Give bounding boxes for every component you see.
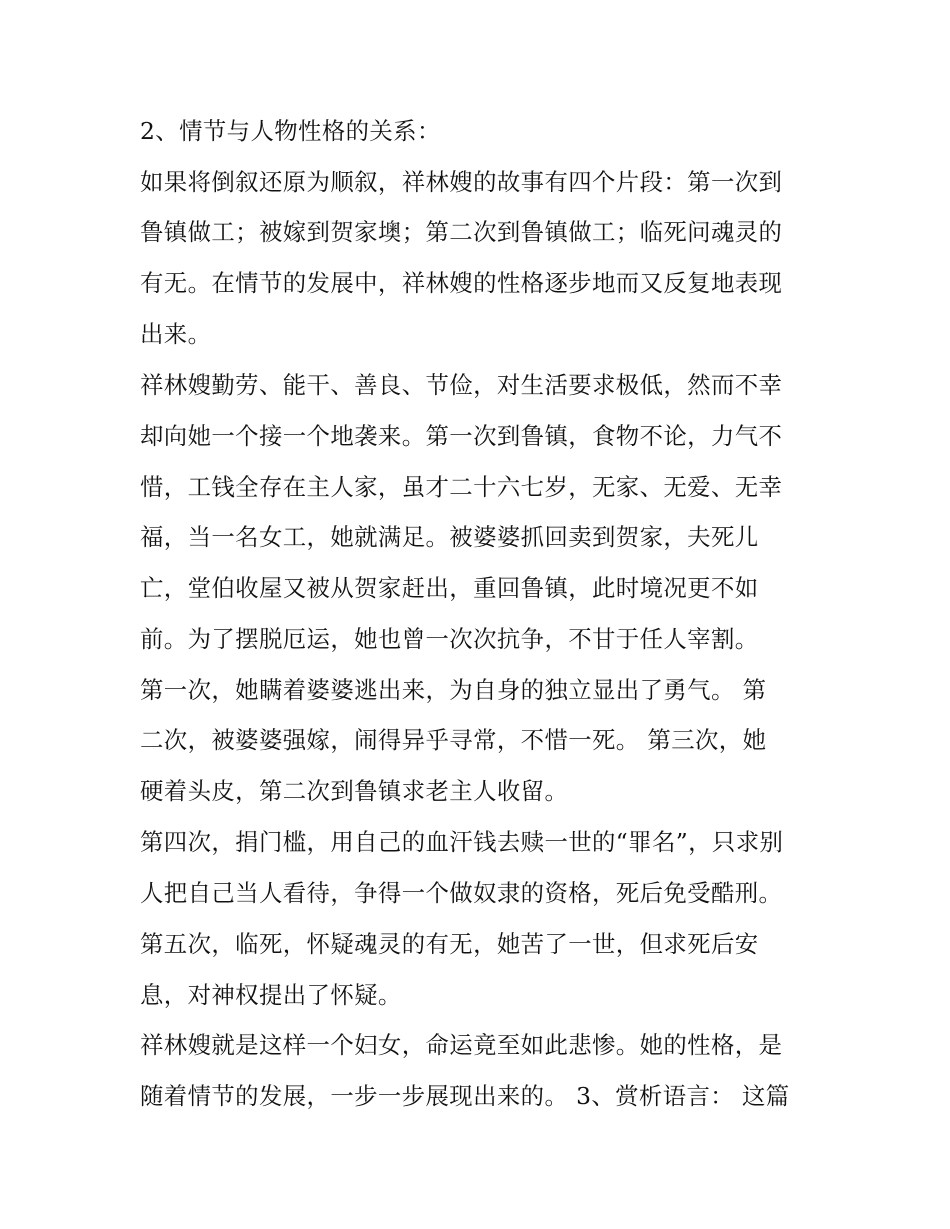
text-line: 如果将倒叙还原为顺叙，祥林嫂的故事有四个片段：第一次到 xyxy=(140,168,783,196)
text-line: 祥林嫂勤劳、能干、善良、节俭，对生活要求极低，然而不幸 xyxy=(140,371,783,399)
text-line: 人把自己当人看待，争得一个做奴隶的资格，死后免受酷刑。 xyxy=(140,879,783,907)
text-line: 硬着头皮，第二次到鲁镇求老主人收留。 xyxy=(140,777,569,805)
text-line: 亡，堂伯收屋又被从贺家赶出，重回鲁镇，此时境况更不如 xyxy=(140,574,759,602)
text-line: 二次，被婆婆强嫁，闹得异乎寻常，不惜一死。 第三次，她 xyxy=(140,726,767,754)
text-line: 惜，工钱全存在主人家，虽才二十六七岁，无家、无爱、无幸 xyxy=(140,473,783,501)
text-line: 随着情节的发展，一步一步展现出来的。 3、赏析语言： 这篇 xyxy=(140,1082,790,1110)
text-line: 鲁镇做工；被嫁到贺家墺；第二次到鲁镇做工；临死问魂灵的 xyxy=(140,218,783,246)
text-line: 息，对神权提出了怀疑。 xyxy=(140,981,402,1009)
text-line: 第一次，她瞒着婆婆逃出来，为自身的独立显出了勇气。 第 xyxy=(140,676,767,704)
text-line: 前。为了摆脱厄运，她也曾一次次抗争，不甘于任人宰割。 xyxy=(140,625,759,653)
text-line: 出来。 xyxy=(140,320,212,348)
text-line: 第五次，临死，怀疑魂灵的有无，她苦了一世，但求死后安 xyxy=(140,930,759,958)
text-line: 福，当一名女工，她就满足。被婆婆抓回卖到贺家，夫死儿 xyxy=(140,523,759,551)
text-line: 祥林嫂就是这样一个妇女，命运竟至如此悲惨。她的性格，是 xyxy=(140,1031,783,1059)
text-line: 却向她一个接一个地袭来。第一次到鲁镇，食物不论，力气不 xyxy=(140,422,783,450)
text-line: 2、情节与人物性格的关系： xyxy=(140,117,441,145)
text-line: 第四次，捐门槛，用自己的血汗钱去赎一世的“罪名”，只求别 xyxy=(140,828,784,856)
text-line: 有无。在情节的发展中，祥林嫂的性格逐步地而又反复地表现 xyxy=(140,269,783,297)
